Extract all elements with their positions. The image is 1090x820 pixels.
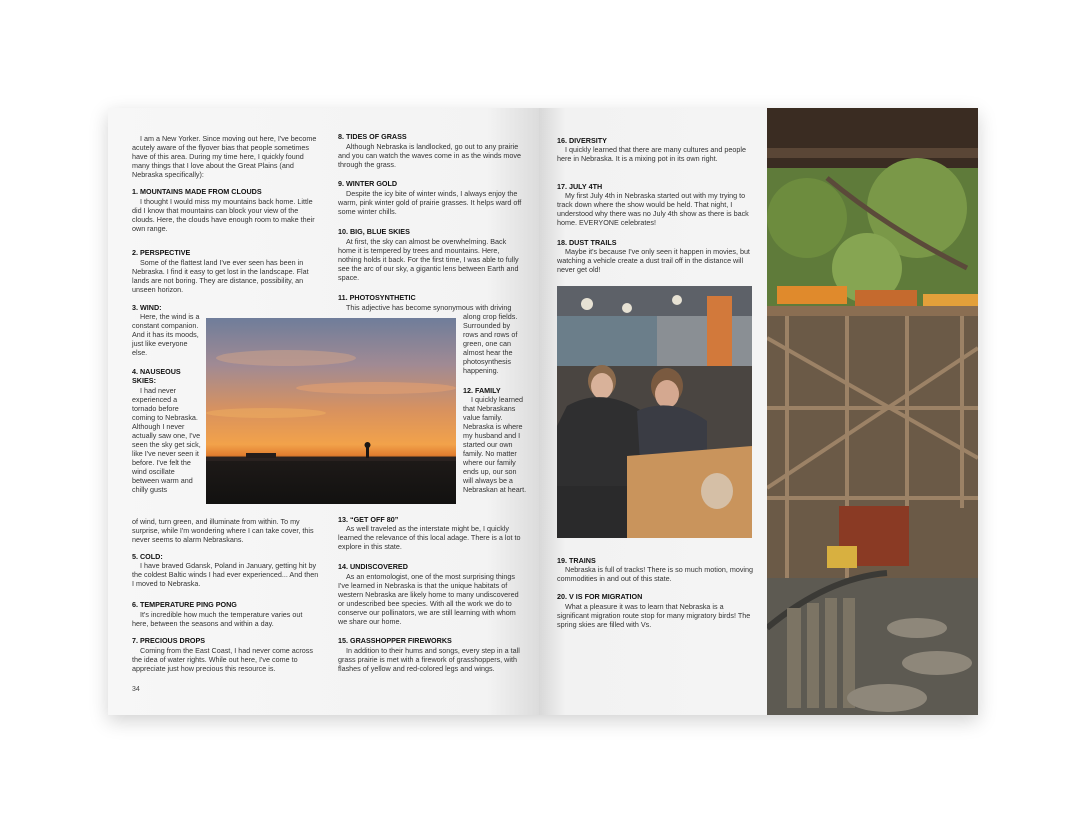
heading-item-5: 5. COLD: xyxy=(132,552,163,561)
family-restaurant-photo xyxy=(557,286,752,538)
sunset-photo xyxy=(206,318,456,504)
intro-paragraph: I am a New Yorker. Since moving out here, I've become acutely aware of the flyover bias that people sometimes have of this area. During my time here, I quickly found many things that I love about the Great Plains (and Nebraska specifically): xyxy=(132,134,317,179)
body-item-11: This adjective has become synonymous with driving xyxy=(346,303,512,312)
heading-item-13: 13. “GET OFF 80” xyxy=(338,515,399,524)
right-page xyxy=(539,108,978,715)
heading-item-16: 16. DIVERSITY xyxy=(557,136,607,145)
body-item-11-continued: along crop fields. Surrounded by rows and rows of green, one can almost hear the photosynthesis happening. xyxy=(463,312,518,375)
body-item-9: Despite the icy bite of winter winds, I always enjoy the warm, pink winter gold of prairie grasses. It helps ward off some winter chills. xyxy=(338,189,522,216)
body-item-16: I quickly learned that there are many cultures and people here in Nebraska. It is a mixing pot in its own right. xyxy=(557,145,746,163)
body-item-17: My first July 4th in Nebraska started out with my trying to track down where the show would be held. That night, I understood why there was no July 4th show as there is back home. EVERYONE celebrates! xyxy=(557,191,749,227)
heading-item-7: 7. PRECIOUS DROPS xyxy=(132,636,206,645)
body-item-18: Maybe it's because I've only seen it happen in movies, but watching a vehicle create a dust trail off in the distance will never get old! xyxy=(557,247,750,274)
body-item-10: At first, the sky can almost be overwhelming. Back home it is tempered by trees and mountains. Here, nothing holds it back. For the first time, I was able to fully see the arc of our sky, a gigantic lens between Earth and space. xyxy=(338,237,519,282)
garden-railway-photo xyxy=(767,108,978,715)
body-item-13: As well traveled as the interstate might be, I quickly learned the relevance of this local adage. There is a lot to explore in this state. xyxy=(338,524,521,551)
body-item-1: I thought I would miss my mountains back home. Little did I know that mountains can block your view of the clouds. Here, the clouds have enough room to make their own range. xyxy=(132,197,315,233)
heading-item-1: 1. MOUNTAINS MADE FROM CLOUDS xyxy=(132,187,262,196)
body-item-8: Although Nebraska is landlocked, go out to any prairie and you can watch the waves come in as the winds move through the grass. xyxy=(338,142,521,169)
magazine-spread xyxy=(108,108,978,715)
body-item-4: I had never experienced a tornado before coming to Nebraska. Although I never actually saw one, I've seen the sky get sick, like I've never seen it before. I've felt the wind oscillate between warm and chilly gusts xyxy=(132,386,201,494)
body-item-20: What a pleasure it was to learn that Nebraska is a significant migration route stop for many migratory birds! The spring skies are filled with Vs. xyxy=(557,602,751,629)
body-item-6: It's incredible how much the temperature varies out here, between the seasons and within a day. xyxy=(132,610,303,628)
garden-railway-image xyxy=(767,108,978,715)
body-item-3: Here, the wind is a constant companion. And it has its moods, just like everyone else. xyxy=(132,312,200,357)
heading-item-18: 18. DUST TRAILS xyxy=(557,238,617,247)
family-photo-image xyxy=(557,286,752,538)
heading-item-10: 10. BIG, BLUE SKIES xyxy=(338,227,410,236)
heading-item-20: 20. V IS FOR MIGRATION xyxy=(557,592,643,601)
body-item-12: I quickly learned that Nebraskans value family. Nebraska is where my husband and I started our own family. No matter where our family ends up, our son will always be a Nebraskan at heart. xyxy=(463,395,527,494)
heading-item-17: 17. JULY 4TH xyxy=(557,182,603,191)
heading-item-11: 11. PHOTOSYNTHETIC xyxy=(338,293,416,302)
heading-item-14: 14. UNDISCOVERED xyxy=(338,562,408,571)
left-page xyxy=(108,108,539,715)
body-item-7: Coming from the East Coast, I had never come across the idea of water rights. While out here, I've come to appreciate just how precious this resource is. xyxy=(132,646,313,673)
body-item-5: I have braved Gdansk, Poland in January, getting hit by the coldest Baltic winds I had ever experienced... And then I moved to Nebraska. xyxy=(132,561,319,588)
body-item-14: As an entomologist, one of the most surprising things I've learned in Nebraska is that the unique habitats of western Nebraska are likely home to many undiscovered or undescribed bee species. With all the work we do to conserve our pollinators, we are still learning with whom we share our home. xyxy=(338,572,519,626)
page-number: 34 xyxy=(132,686,140,693)
heading-item-12: 12. FAMILY xyxy=(463,386,501,395)
body-item-19: Nebraska is full of tracks! There is so much motion, moving commodities in and out of this state. xyxy=(557,565,754,583)
heading-item-3: 3. WIND: xyxy=(132,303,162,312)
heading-item-4: 4. NAUSEOUS SKIES: xyxy=(132,367,181,385)
heading-item-9: 9. WINTER GOLD xyxy=(338,179,398,188)
heading-item-15: 15. GRASSHOPPER FIREWORKS xyxy=(338,636,452,645)
body-item-2: Some of the flattest land I've ever seen has been in Nebraska. I find it easy to get lost in the landscape. Flat lands are not boring. They are distance, possibility, an unseen horizon. xyxy=(132,258,309,294)
heading-item-8: 8. TIDES OF GRASS xyxy=(338,132,407,141)
body-item-4-continued: of wind, turn green, and illuminate from within. To my surprise, while I'm wondering where I can take cover, this never seems to alarm Nebraskans. xyxy=(132,517,314,544)
heading-item-6: 6. TEMPERATURE PING PONG xyxy=(132,600,237,609)
heading-item-19: 19. TRAINS xyxy=(557,556,596,565)
body-item-15: In addition to their hums and songs, every step in a tall grass prairie is met with a firework of grasshoppers, with flashes of yellow and red-colored legs and wings. xyxy=(338,646,520,673)
heading-item-2: 2. PERSPECTIVE xyxy=(132,248,191,257)
sunset-image xyxy=(206,318,456,504)
